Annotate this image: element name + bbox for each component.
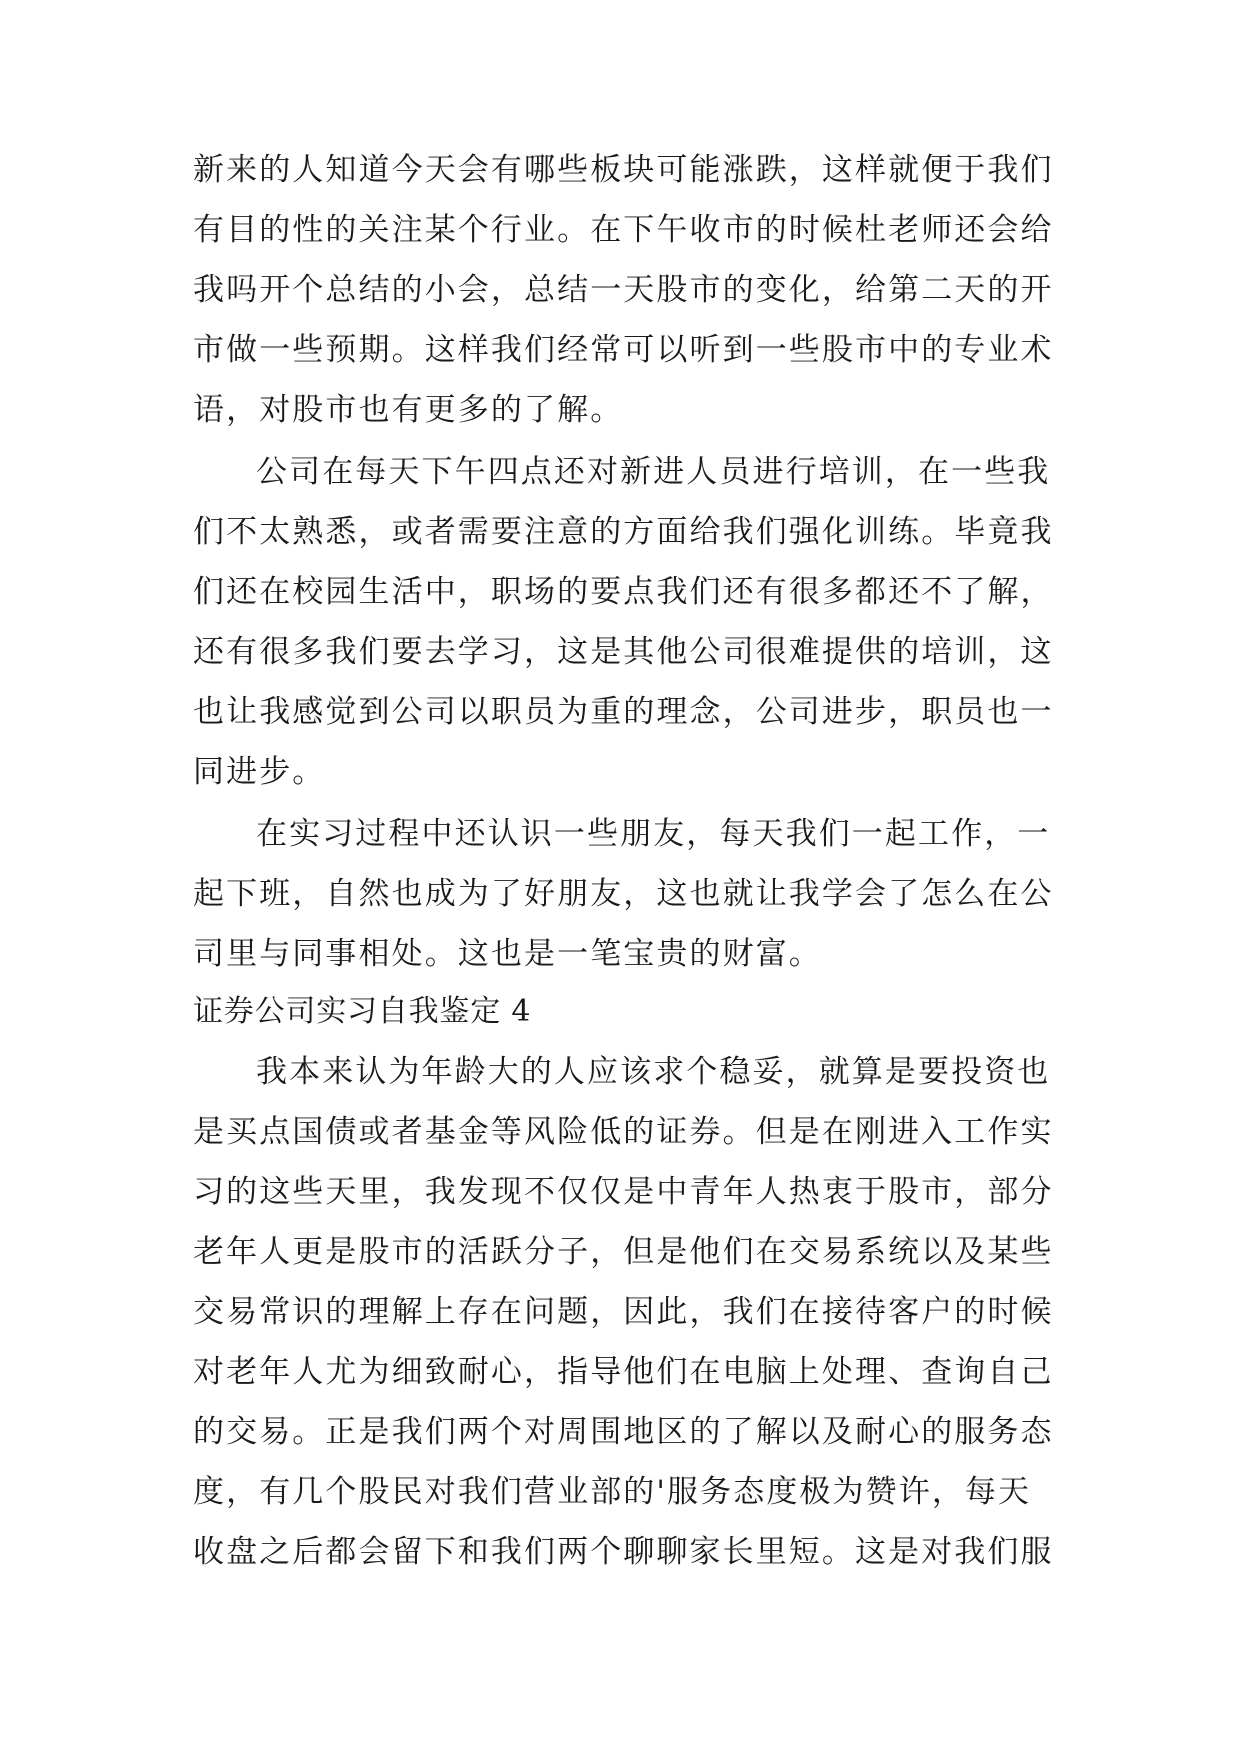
text-line: 起下班，自然也成为了好朋友，这也就让我学会了怎么在公: [193, 876, 1054, 912]
text-line: 还有很多我们要去学习，这是其他公司很难提供的培训，这: [193, 634, 1054, 670]
text-line: 同进步。: [193, 754, 326, 790]
text-line: 我吗开个总结的小会，总结一天股市的变化，给第二天的开: [193, 272, 1054, 308]
text-line: 度，有几个股民对我们营业部的'服务态度极为赞许，每天: [193, 1474, 1032, 1510]
text-line: 是买点国债或者基金等风险低的证券。但是在刚进入工作实: [193, 1114, 1054, 1150]
paragraph-first-line: 公司在每天下午四点还对新进人员进行培训，在一些我: [256, 454, 1051, 490]
text-line: 习的这些天里，我发现不仅仅是中青年人热衷于股市，部分: [193, 1174, 1054, 1210]
text-line: 老年人更是股市的活跃分子，但是他们在交易系统以及某些: [193, 1234, 1054, 1270]
paragraph-first-line: 我本来认为年龄大的人应该求个稳妥，就算是要投资也: [256, 1054, 1051, 1090]
text-line: 语，对股市也有更多的了解。: [193, 392, 624, 428]
section-heading: 证券公司实习自我鉴定 4: [193, 994, 532, 1029]
text-line: 市做一些预期。这样我们经常可以听到一些股市中的专业术: [193, 332, 1054, 368]
text-line: 交易常识的理解上存在问题，因此，我们在接待客户的时候: [193, 1294, 1054, 1330]
text-line: 们还在校园生活中，职场的要点我们还有很多都还不了解，: [193, 574, 1054, 610]
text-line: 对老年人尤为细致耐心，指导他们在电脑上处理、查询自己: [193, 1354, 1054, 1390]
text-line: 收盘之后都会留下和我们两个聊聊家长里短。这是对我们服: [193, 1534, 1054, 1570]
text-line: 新来的人知道今天会有哪些板块可能涨跌，这样就便于我们: [193, 152, 1054, 188]
text-line: 也让我感觉到公司以职员为重的理念，公司进步，职员也一: [193, 694, 1054, 730]
paragraph-first-line: 在实习过程中还认识一些朋友，每天我们一起工作，一: [256, 816, 1051, 852]
text-line: 司里与同事相处。这也是一笔宝贵的财富。: [193, 936, 822, 972]
text-line: 们不太熟悉，或者需要注意的方面给我们强化训练。毕竟我: [193, 514, 1054, 550]
text-line: 的交易。正是我们两个对周围地区的了解以及耐心的服务态: [193, 1414, 1054, 1450]
text-line: 有目的性的关注某个行业。在下午收市的时候杜老师还会给: [193, 212, 1054, 248]
